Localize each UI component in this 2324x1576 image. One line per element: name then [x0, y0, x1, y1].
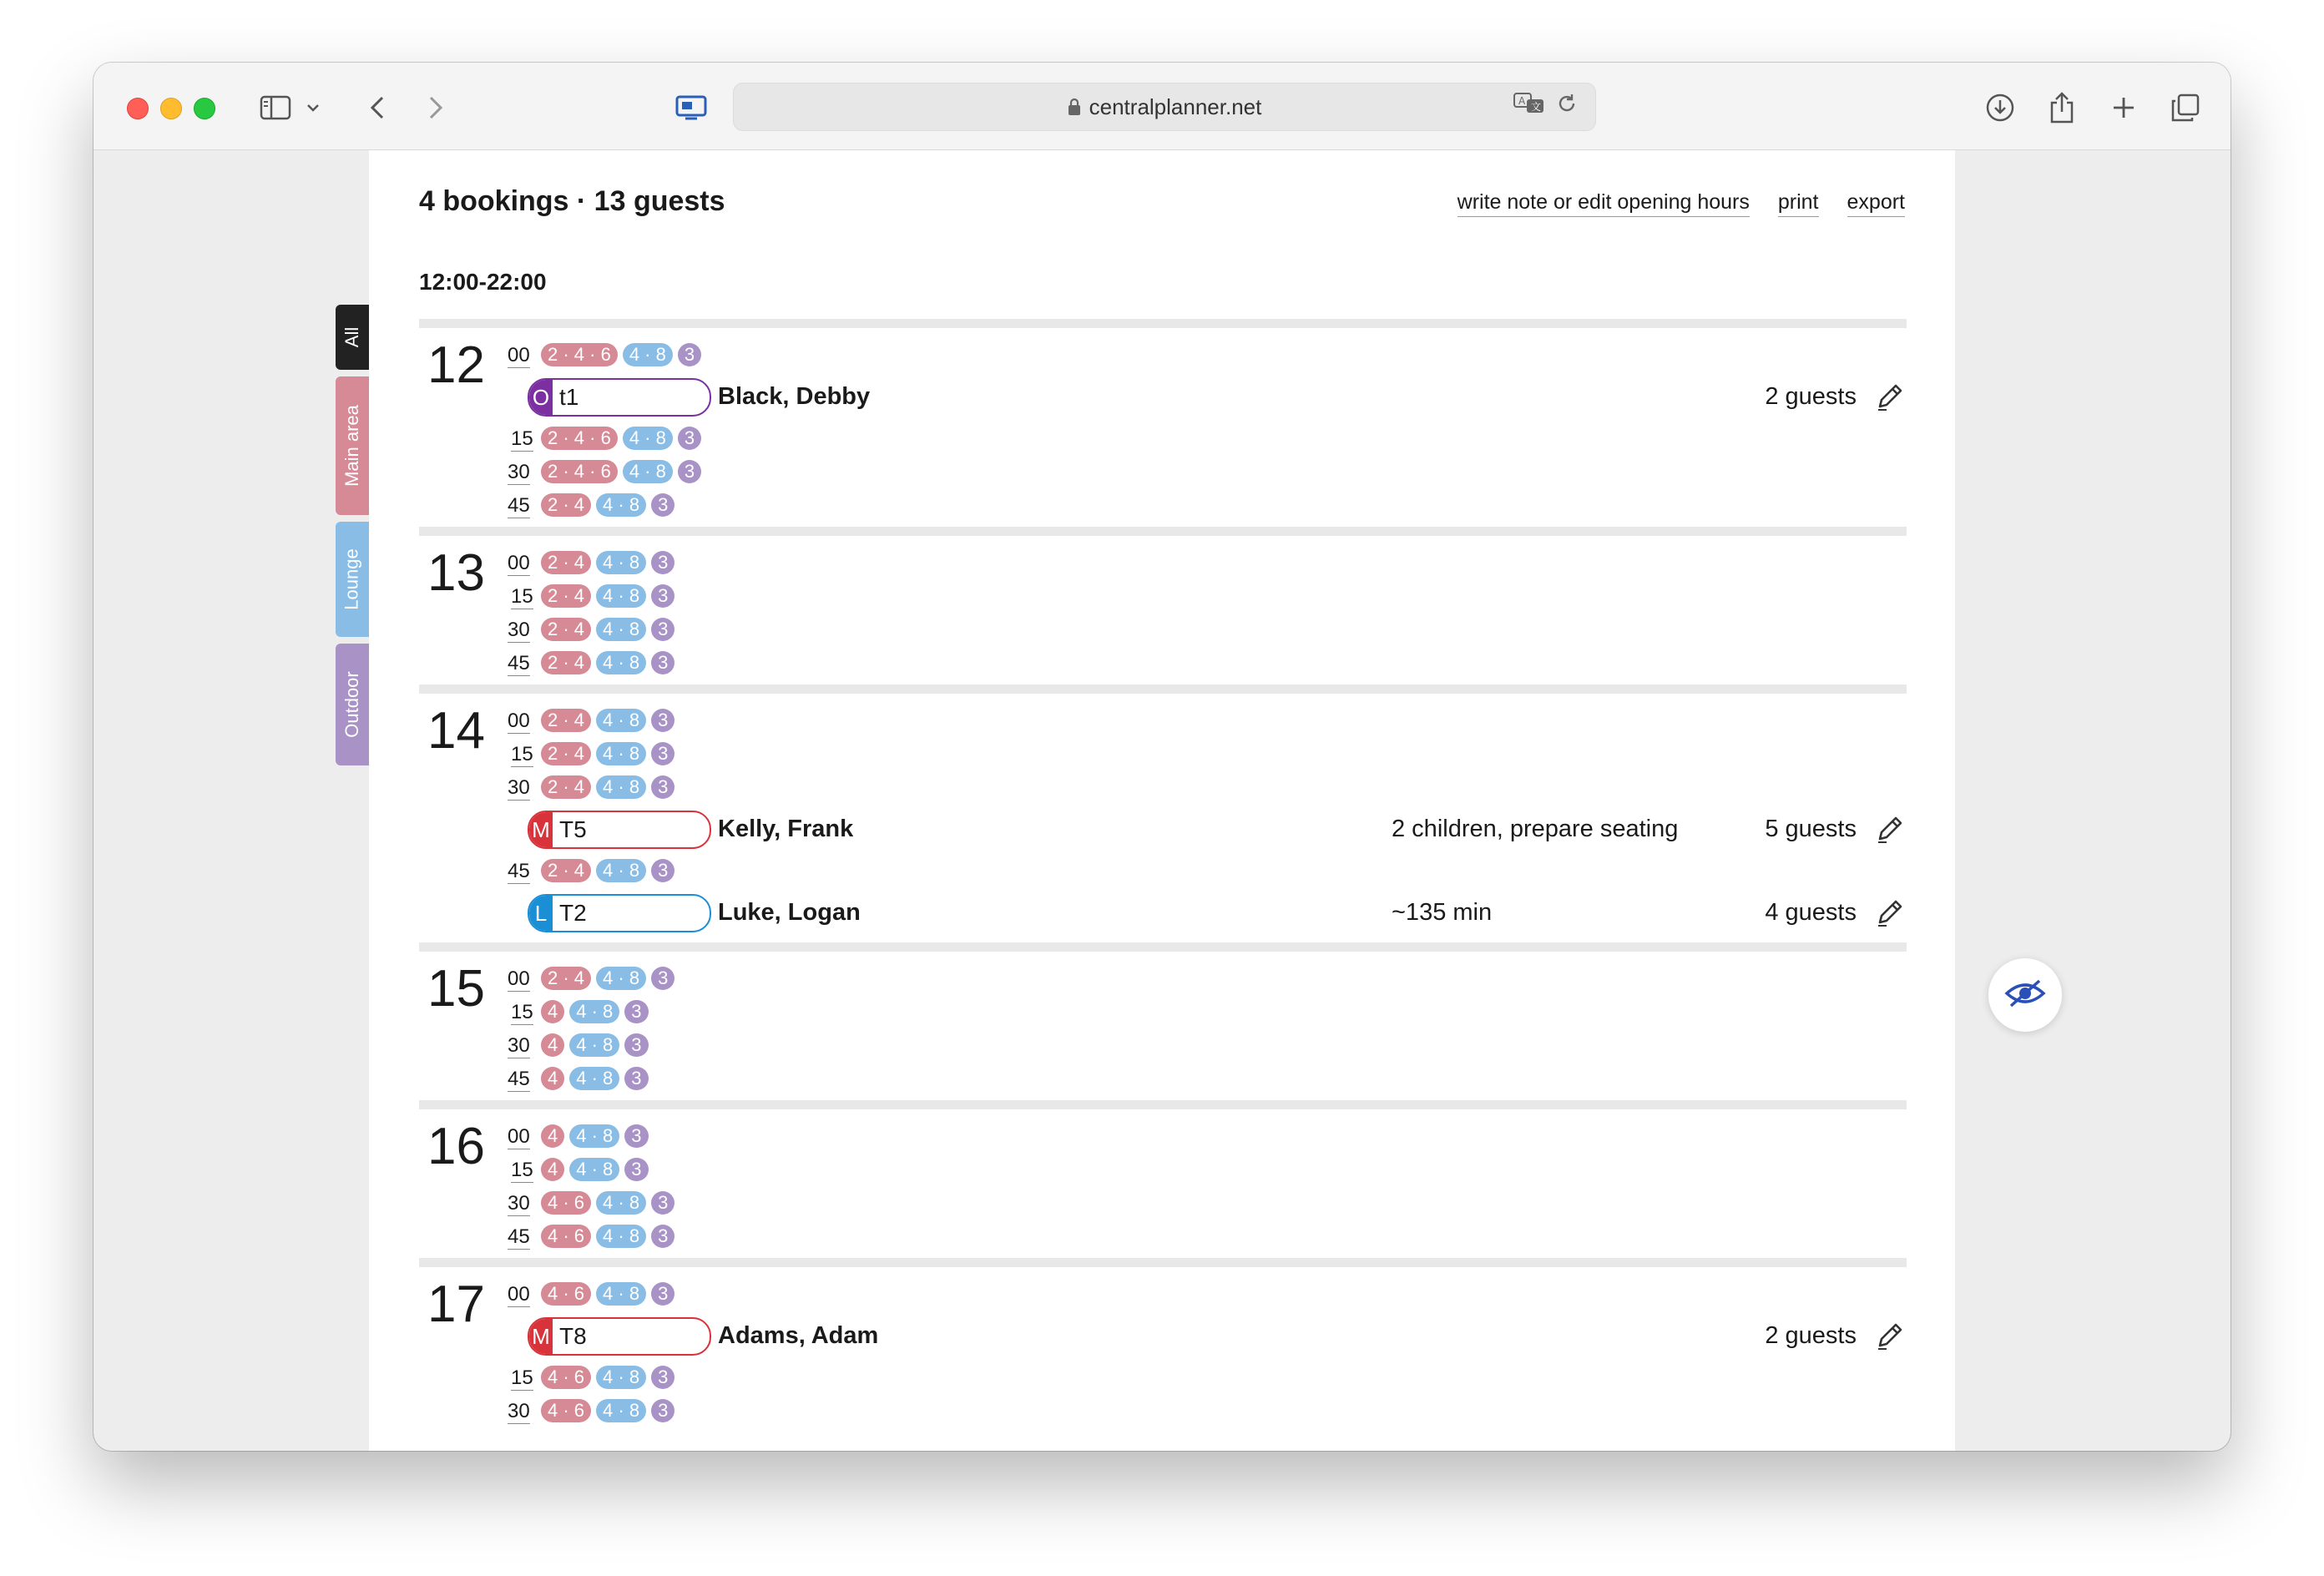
outdoor-availability-pill[interactable]: 3: [651, 775, 674, 799]
lounge-availability-pill[interactable]: 4 · 8: [596, 967, 646, 990]
main-area-availability-pill[interactable]: 2 · 4: [541, 967, 591, 990]
hour-block: [419, 942, 1907, 1100]
pencil-icon[interactable]: [1873, 812, 1907, 846]
slot-minute-label[interactable]: 00: [508, 344, 530, 366]
main-area-availability-pill[interactable]: 4: [541, 1158, 564, 1181]
outdoor-availability-pill[interactable]: 3: [678, 343, 701, 366]
outdoor-availability-pill[interactable]: 3: [624, 1124, 648, 1148]
chevron-down-icon[interactable]: [301, 89, 326, 126]
booking-row[interactable]: [419, 375, 1907, 420]
hour-label: 17: [427, 1275, 485, 1333]
outdoor-availability-pill[interactable]: 3: [651, 709, 674, 732]
hour-label: 14: [427, 702, 485, 760]
main-area-availability-pill[interactable]: 4 · 6: [541, 1399, 591, 1422]
availability-pills: [541, 859, 674, 882]
outdoor-availability-pill[interactable]: 3: [678, 427, 701, 450]
page-title: 4 bookings · 13 guests: [419, 185, 725, 217]
booking-row[interactable]: [419, 807, 1907, 852]
time-slot-row[interactable]: [419, 1221, 1907, 1255]
availability-pills: [541, 709, 674, 732]
area-letter: M: [529, 1319, 553, 1354]
outdoor-availability-pill[interactable]: 3: [651, 493, 674, 517]
url-text: centralplanner.net: [1089, 93, 1262, 119]
sidebar-icon[interactable]: [257, 89, 294, 126]
lounge-availability-pill[interactable]: 4 · 8: [569, 1158, 619, 1181]
outdoor-availability-pill[interactable]: 3: [651, 584, 674, 608]
main-area-availability-pill[interactable]: 4: [541, 1067, 564, 1090]
table-tag[interactable]: [528, 811, 711, 849]
minimize-window-button[interactable]: [160, 98, 182, 119]
hour-label: 16: [427, 1118, 485, 1175]
availability-pills: [541, 967, 674, 990]
lounge-availability-pill[interactable]: 4 · 8: [596, 1399, 646, 1422]
tab-outdoor-label: Outdoor: [341, 671, 362, 738]
guest-count: 2 guests: [1765, 383, 1857, 410]
outdoor-availability-pill[interactable]: 3: [651, 1399, 674, 1422]
time-slot-row[interactable]: [419, 856, 1907, 889]
slot-minute-label[interactable]: 30: [508, 776, 530, 799]
slot-minute-label[interactable]: 30: [508, 619, 530, 641]
guest-count: 4 guests: [1765, 899, 1857, 926]
main-area-availability-pill[interactable]: 4: [541, 1124, 564, 1148]
time-slot-row[interactable]: [419, 581, 1907, 614]
time-slot-row[interactable]: [419, 1030, 1907, 1063]
slot-minute-label[interactable]: 45: [508, 860, 530, 882]
lounge-availability-pill[interactable]: 4 · 8: [623, 343, 673, 366]
guest-name[interactable]: Kelly, Frank: [718, 816, 854, 842]
main-area-availability-pill[interactable]: 2 · 4 · 6: [541, 460, 618, 483]
table-number: T2: [559, 900, 587, 926]
lounge-availability-pill[interactable]: 4 · 8: [596, 859, 646, 882]
slot-minute-label[interactable]: 45: [508, 494, 530, 517]
download-icon[interactable]: [1982, 89, 2018, 126]
share-icon[interactable]: [2044, 89, 2080, 126]
time-slot-row[interactable]: [419, 1362, 1907, 1396]
time-slot-row[interactable]: [419, 1279, 1907, 1312]
header-links: [1458, 190, 1905, 217]
address-bar[interactable]: [733, 83, 1596, 131]
tab-outdoor[interactable]: [336, 644, 369, 765]
hour-label: 13: [427, 544, 485, 602]
availability-pills: [541, 1124, 649, 1148]
table-tag[interactable]: [528, 378, 711, 417]
browser-toolbar: [93, 63, 2231, 150]
pencil-icon[interactable]: [1873, 1319, 1907, 1352]
slot-minute-label[interactable]: 45: [508, 1068, 530, 1090]
slot-minute-label[interactable]: 15: [511, 1001, 533, 1023]
screen-share-icon[interactable]: [673, 89, 710, 126]
outdoor-availability-pill[interactable]: 3: [651, 967, 674, 990]
outdoor-availability-pill[interactable]: 3: [624, 1158, 648, 1181]
outdoor-availability-pill[interactable]: 3: [624, 1033, 648, 1057]
visibility-toggle-button[interactable]: [1988, 958, 2062, 1032]
availability-pills: [541, 1399, 674, 1422]
main-area-availability-pill[interactable]: 2 · 4: [541, 551, 591, 574]
slot-minute-label[interactable]: 15: [511, 743, 533, 765]
tab-lounge-label: Lounge: [341, 548, 363, 610]
outdoor-availability-pill[interactable]: 3: [678, 460, 701, 483]
zoom-window-button[interactable]: [194, 98, 215, 119]
plus-icon[interactable]: [2105, 89, 2142, 126]
main-area-availability-pill[interactable]: 4: [541, 1000, 564, 1023]
guest-name[interactable]: Adams, Adam: [718, 1322, 879, 1349]
availability-pills: [541, 1158, 649, 1181]
edit-note-link[interactable]: write note or edit opening hours: [1458, 190, 1750, 217]
outdoor-availability-pill[interactable]: 3: [651, 651, 674, 674]
main-area-availability-pill[interactable]: 2 · 4 · 6: [541, 427, 618, 450]
svg-text:A: A: [1518, 95, 1526, 107]
slot-minute-label[interactable]: 30: [508, 1034, 530, 1057]
opening-hours: 12:00-22:00: [419, 269, 547, 295]
main-area-availability-pill[interactable]: 2 · 4: [541, 651, 591, 674]
time-slot-row[interactable]: [419, 490, 1907, 523]
time-slot-row[interactable]: [419, 457, 1907, 490]
hour-block: [419, 684, 1907, 942]
slot-minute-label[interactable]: 30: [508, 1192, 530, 1215]
lounge-availability-pill[interactable]: 4 · 8: [596, 584, 646, 608]
slot-minute-label[interactable]: 00: [508, 552, 530, 574]
outdoor-availability-pill[interactable]: 3: [651, 551, 674, 574]
main-area-availability-pill[interactable]: 4 · 6: [541, 1225, 591, 1248]
lounge-availability-pill[interactable]: 4 · 8: [596, 651, 646, 674]
time-slot-row[interactable]: [419, 423, 1907, 457]
outdoor-availability-pill[interactable]: 3: [651, 1366, 674, 1389]
time-slot-row[interactable]: [419, 1121, 1907, 1154]
time-slot-row[interactable]: [419, 1063, 1907, 1097]
availability-pills: [541, 493, 674, 517]
availability-pills: [541, 775, 674, 799]
guest-count: 2 guests: [1765, 1322, 1857, 1349]
table-number: T5: [559, 816, 587, 842]
booking-row[interactable]: [419, 891, 1907, 936]
main-area-availability-pill[interactable]: 2 · 4: [541, 584, 591, 608]
outdoor-availability-pill[interactable]: 3: [651, 1282, 674, 1306]
outdoor-availability-pill[interactable]: 3: [651, 1225, 674, 1248]
lounge-availability-pill[interactable]: 4 · 8: [596, 551, 646, 574]
slot-minute-label[interactable]: 45: [508, 1225, 530, 1248]
main-area-availability-pill[interactable]: 4 · 6: [541, 1191, 591, 1215]
lounge-availability-pill[interactable]: 4 · 8: [569, 1124, 619, 1148]
area-letter: O: [529, 380, 553, 415]
lounge-availability-pill[interactable]: 4 · 8: [596, 493, 646, 517]
main-area-availability-pill[interactable]: 4 · 6: [541, 1366, 591, 1389]
lounge-availability-pill[interactable]: 4 · 8: [596, 618, 646, 641]
availability-pills: [541, 1282, 674, 1306]
svg-text:文: 文: [1531, 101, 1542, 113]
availability-pills: [541, 460, 701, 483]
chevron-right-icon[interactable]: [421, 89, 451, 126]
time-slot-row[interactable]: [419, 614, 1907, 648]
slot-minute-label[interactable]: 00: [508, 1283, 530, 1306]
availability-pills: [541, 427, 701, 450]
slot-minute-label[interactable]: 15: [511, 1366, 533, 1389]
availability-pills: [541, 1000, 649, 1023]
outdoor-availability-pill[interactable]: 3: [624, 1067, 648, 1090]
outdoor-availability-pill[interactable]: 3: [651, 618, 674, 641]
booking-overview: [369, 150, 1955, 1451]
availability-pills: [541, 618, 674, 641]
export-link[interactable]: export: [1847, 190, 1905, 217]
tabs-overview-icon[interactable]: [2167, 89, 2204, 126]
lounge-availability-pill[interactable]: 4 · 8: [596, 742, 646, 765]
lounge-availability-pill[interactable]: 4 · 8: [569, 1033, 619, 1057]
slot-minute-label[interactable]: 30: [508, 1400, 530, 1422]
main-area-availability-pill[interactable]: 2 · 4: [541, 493, 591, 517]
chevron-left-icon[interactable]: [362, 89, 392, 126]
tab-main-area-label: Main area: [341, 405, 362, 487]
main-area-availability-pill[interactable]: 4 · 6: [541, 1282, 591, 1306]
table-number: t1: [559, 384, 579, 410]
translate-icon[interactable]: [1513, 92, 1545, 121]
availability-pills: [541, 651, 674, 674]
lounge-availability-pill[interactable]: 4 · 8: [596, 1225, 646, 1248]
lounge-availability-pill[interactable]: 4 · 8: [569, 1067, 619, 1090]
table-tag[interactable]: [528, 894, 711, 932]
time-slot-row[interactable]: [419, 1396, 1907, 1429]
slot-minute-label[interactable]: 45: [508, 652, 530, 674]
outdoor-availability-pill[interactable]: 3: [651, 1191, 674, 1215]
browser-window: [93, 63, 2231, 1451]
time-slot-row[interactable]: [419, 739, 1907, 772]
main-area-availability-pill[interactable]: 2 · 4 · 6: [541, 343, 618, 366]
availability-pills: [541, 1033, 649, 1057]
slot-minute-label[interactable]: 15: [511, 585, 533, 608]
eye-icon: [2004, 979, 2046, 1012]
hour-label: 12: [427, 336, 485, 394]
main-area-availability-pill[interactable]: 2 · 4: [541, 709, 591, 732]
slot-minute-label[interactable]: 30: [508, 461, 530, 483]
availability-pills: [541, 1191, 674, 1215]
lounge-availability-pill[interactable]: 4 · 8: [596, 775, 646, 799]
slot-minute-label[interactable]: 15: [511, 1159, 533, 1181]
tab-all[interactable]: [336, 305, 369, 370]
tab-main-area[interactable]: [336, 376, 369, 515]
main-area-availability-pill[interactable]: 2 · 4: [541, 742, 591, 765]
pencil-icon[interactable]: [1873, 380, 1907, 413]
slot-minute-label[interactable]: 00: [508, 710, 530, 732]
slot-minute-label[interactable]: 00: [508, 967, 530, 990]
lounge-availability-pill[interactable]: 4 · 8: [596, 1191, 646, 1215]
hour-block: [419, 527, 1907, 684]
booking-row[interactable]: [419, 1314, 1907, 1359]
lounge-availability-pill[interactable]: 4 · 8: [596, 1366, 646, 1389]
hour-label: 15: [427, 960, 485, 1018]
slot-minute-label[interactable]: 15: [511, 427, 533, 450]
main-area-availability-pill[interactable]: 4: [541, 1033, 564, 1057]
guest-name[interactable]: Black, Debby: [718, 383, 871, 410]
close-window-button[interactable]: [127, 98, 149, 119]
tab-lounge[interactable]: [336, 522, 369, 637]
reload-icon[interactable]: [1555, 92, 1579, 121]
outdoor-availability-pill[interactable]: 3: [624, 1000, 648, 1023]
availability-pills: [541, 1366, 674, 1389]
time-slot-row[interactable]: [419, 705, 1907, 739]
table-tag[interactable]: [528, 1317, 711, 1356]
hour-block: [419, 319, 1907, 527]
table-number: T8: [559, 1323, 587, 1349]
lounge-availability-pill[interactable]: 4 · 8: [596, 709, 646, 732]
lock-icon: [1068, 98, 1081, 116]
availability-pills: [541, 1067, 649, 1090]
main-area-availability-pill[interactable]: 2 · 4: [541, 618, 591, 641]
lounge-availability-pill[interactable]: 4 · 8: [569, 1000, 619, 1023]
time-slot-row[interactable]: [419, 648, 1907, 681]
lounge-availability-pill[interactable]: 4 · 8: [596, 1282, 646, 1306]
print-link[interactable]: print: [1778, 190, 1819, 217]
booking-note: ~135 min: [1392, 899, 1493, 926]
availability-pills: [541, 551, 674, 574]
availability-pills: [541, 1225, 674, 1248]
lounge-availability-pill[interactable]: 4 · 8: [623, 427, 673, 450]
time-slot-row[interactable]: [419, 963, 1907, 997]
hour-block: [419, 1100, 1907, 1258]
availability-pills: [541, 584, 674, 608]
guest-count: 5 guests: [1765, 816, 1857, 842]
booking-note: 2 children, prepare seating: [1392, 816, 1679, 842]
slot-minute-label[interactable]: 00: [508, 1125, 530, 1148]
pencil-icon[interactable]: [1873, 896, 1907, 929]
outdoor-availability-pill[interactable]: 3: [651, 859, 674, 882]
outdoor-availability-pill[interactable]: 3: [651, 742, 674, 765]
time-slot-row[interactable]: [419, 1154, 1907, 1188]
time-slot-row[interactable]: [419, 1188, 1907, 1221]
tab-all-label: All: [341, 326, 362, 348]
lounge-availability-pill[interactable]: 4 · 8: [623, 460, 673, 483]
time-slot-row[interactable]: [419, 997, 1907, 1030]
time-slot-row[interactable]: [419, 772, 1907, 806]
guest-name[interactable]: Luke, Logan: [718, 899, 861, 926]
area-letter: L: [529, 896, 553, 931]
area-letter: M: [529, 812, 553, 847]
time-slot-row[interactable]: [419, 548, 1907, 581]
main-area-availability-pill[interactable]: 2 · 4: [541, 775, 591, 799]
availability-pills: [541, 343, 701, 366]
main-area-availability-pill[interactable]: 2 · 4: [541, 859, 591, 882]
availability-pills: [541, 742, 674, 765]
hour-block: [419, 1258, 1907, 1432]
time-slot-row[interactable]: [419, 340, 1907, 373]
